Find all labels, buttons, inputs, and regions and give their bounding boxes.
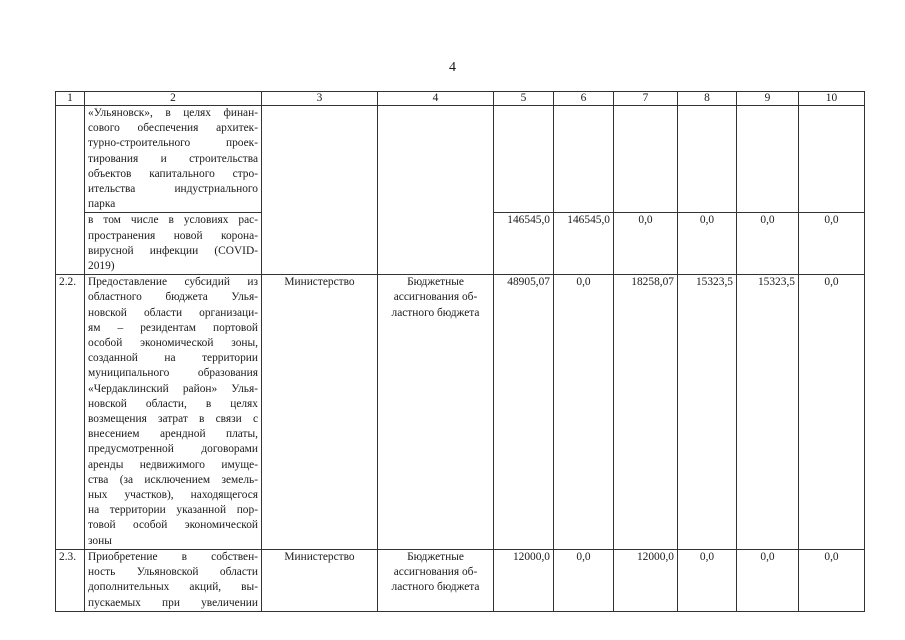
row-organization (262, 106, 378, 275)
header-cell: 3 (262, 92, 378, 106)
row-number: 2.3. (56, 549, 85, 611)
value-cell: 0,0 (554, 549, 614, 611)
value-cell: 146545,0 (554, 213, 614, 275)
row-funding-source (378, 106, 494, 275)
value-cell: 0,0 (799, 213, 865, 275)
row-description: Приобретение в собствен- ность Ульяновской области дополнительных акций, вы- пускаемых при увеличении (85, 549, 262, 611)
row-description: Предоставление субсидий из областного бюджета Улья- новской области организаци- ям – резидентам портовой особой экономической зоны, созданной на территории муниципального образования «Чердаклинский район» Улья- новской области, в целях возмещения затрат в связи с внесением арендной платы, предусмотренной договорами аренды недвижимого имуще- ства (за исключением земель- ных участков), находящегося на территории указанной пор- товой особой экономической зоны (85, 275, 262, 550)
value-cell: 0,0 (554, 275, 614, 550)
value-cell: 0,0 (678, 213, 737, 275)
header-cell: 10 (799, 92, 865, 106)
header-row (56, 92, 865, 106)
value-cell (614, 106, 678, 213)
header-cell: 5 (494, 92, 554, 106)
value-cell (494, 106, 554, 213)
header-cell: 4 (378, 92, 494, 106)
table-row (56, 549, 865, 611)
value-cell: 146545,0 (494, 213, 554, 275)
value-cell: 0,0 (737, 549, 799, 611)
value-cell: 15323,5 (737, 275, 799, 550)
row-description: «Ульяновск», в целях финан- сового обеспечения архитек- турно-строительного проек- тирования и строительства объектов капитального стро- ительства индустриального парка (85, 106, 262, 213)
row-organization: Министерство (262, 275, 378, 550)
value-cell: 0,0 (799, 275, 865, 550)
budget-table (55, 91, 865, 612)
header-cell: 9 (737, 92, 799, 106)
value-cell: 15323,5 (678, 275, 737, 550)
header-cell: 6 (554, 92, 614, 106)
value-cell: 18258,07 (614, 275, 678, 550)
value-cell (678, 106, 737, 213)
header-cell: 8 (678, 92, 737, 106)
value-cell: 0,0 (799, 549, 865, 611)
table-row (56, 106, 865, 213)
value-cell: 0,0 (614, 213, 678, 275)
row-number: 2.2. (56, 275, 85, 550)
value-cell: 48905,07 (494, 275, 554, 550)
header-cell: 1 (56, 92, 85, 106)
row-number (56, 106, 85, 275)
table-row (56, 275, 865, 550)
row-funding-source: Бюджетные ассигнования об- ластного бюджета (378, 275, 494, 550)
value-cell (554, 106, 614, 213)
row-description: в том числе в условиях рас- пространения новой корона- вирусной инфекции (COVID- 2019) (85, 213, 262, 275)
value-cell: 12000,0 (494, 549, 554, 611)
header-cell: 2 (85, 92, 262, 106)
header-cell: 7 (614, 92, 678, 106)
value-cell (737, 106, 799, 213)
value-cell: 0,0 (678, 549, 737, 611)
value-cell: 0,0 (737, 213, 799, 275)
value-cell (799, 106, 865, 213)
page-number: 4 (449, 60, 456, 75)
value-cell: 12000,0 (614, 549, 678, 611)
row-funding-source: Бюджетные ассигнования об- ластного бюджета (378, 549, 494, 611)
row-organization: Министерство (262, 549, 378, 611)
